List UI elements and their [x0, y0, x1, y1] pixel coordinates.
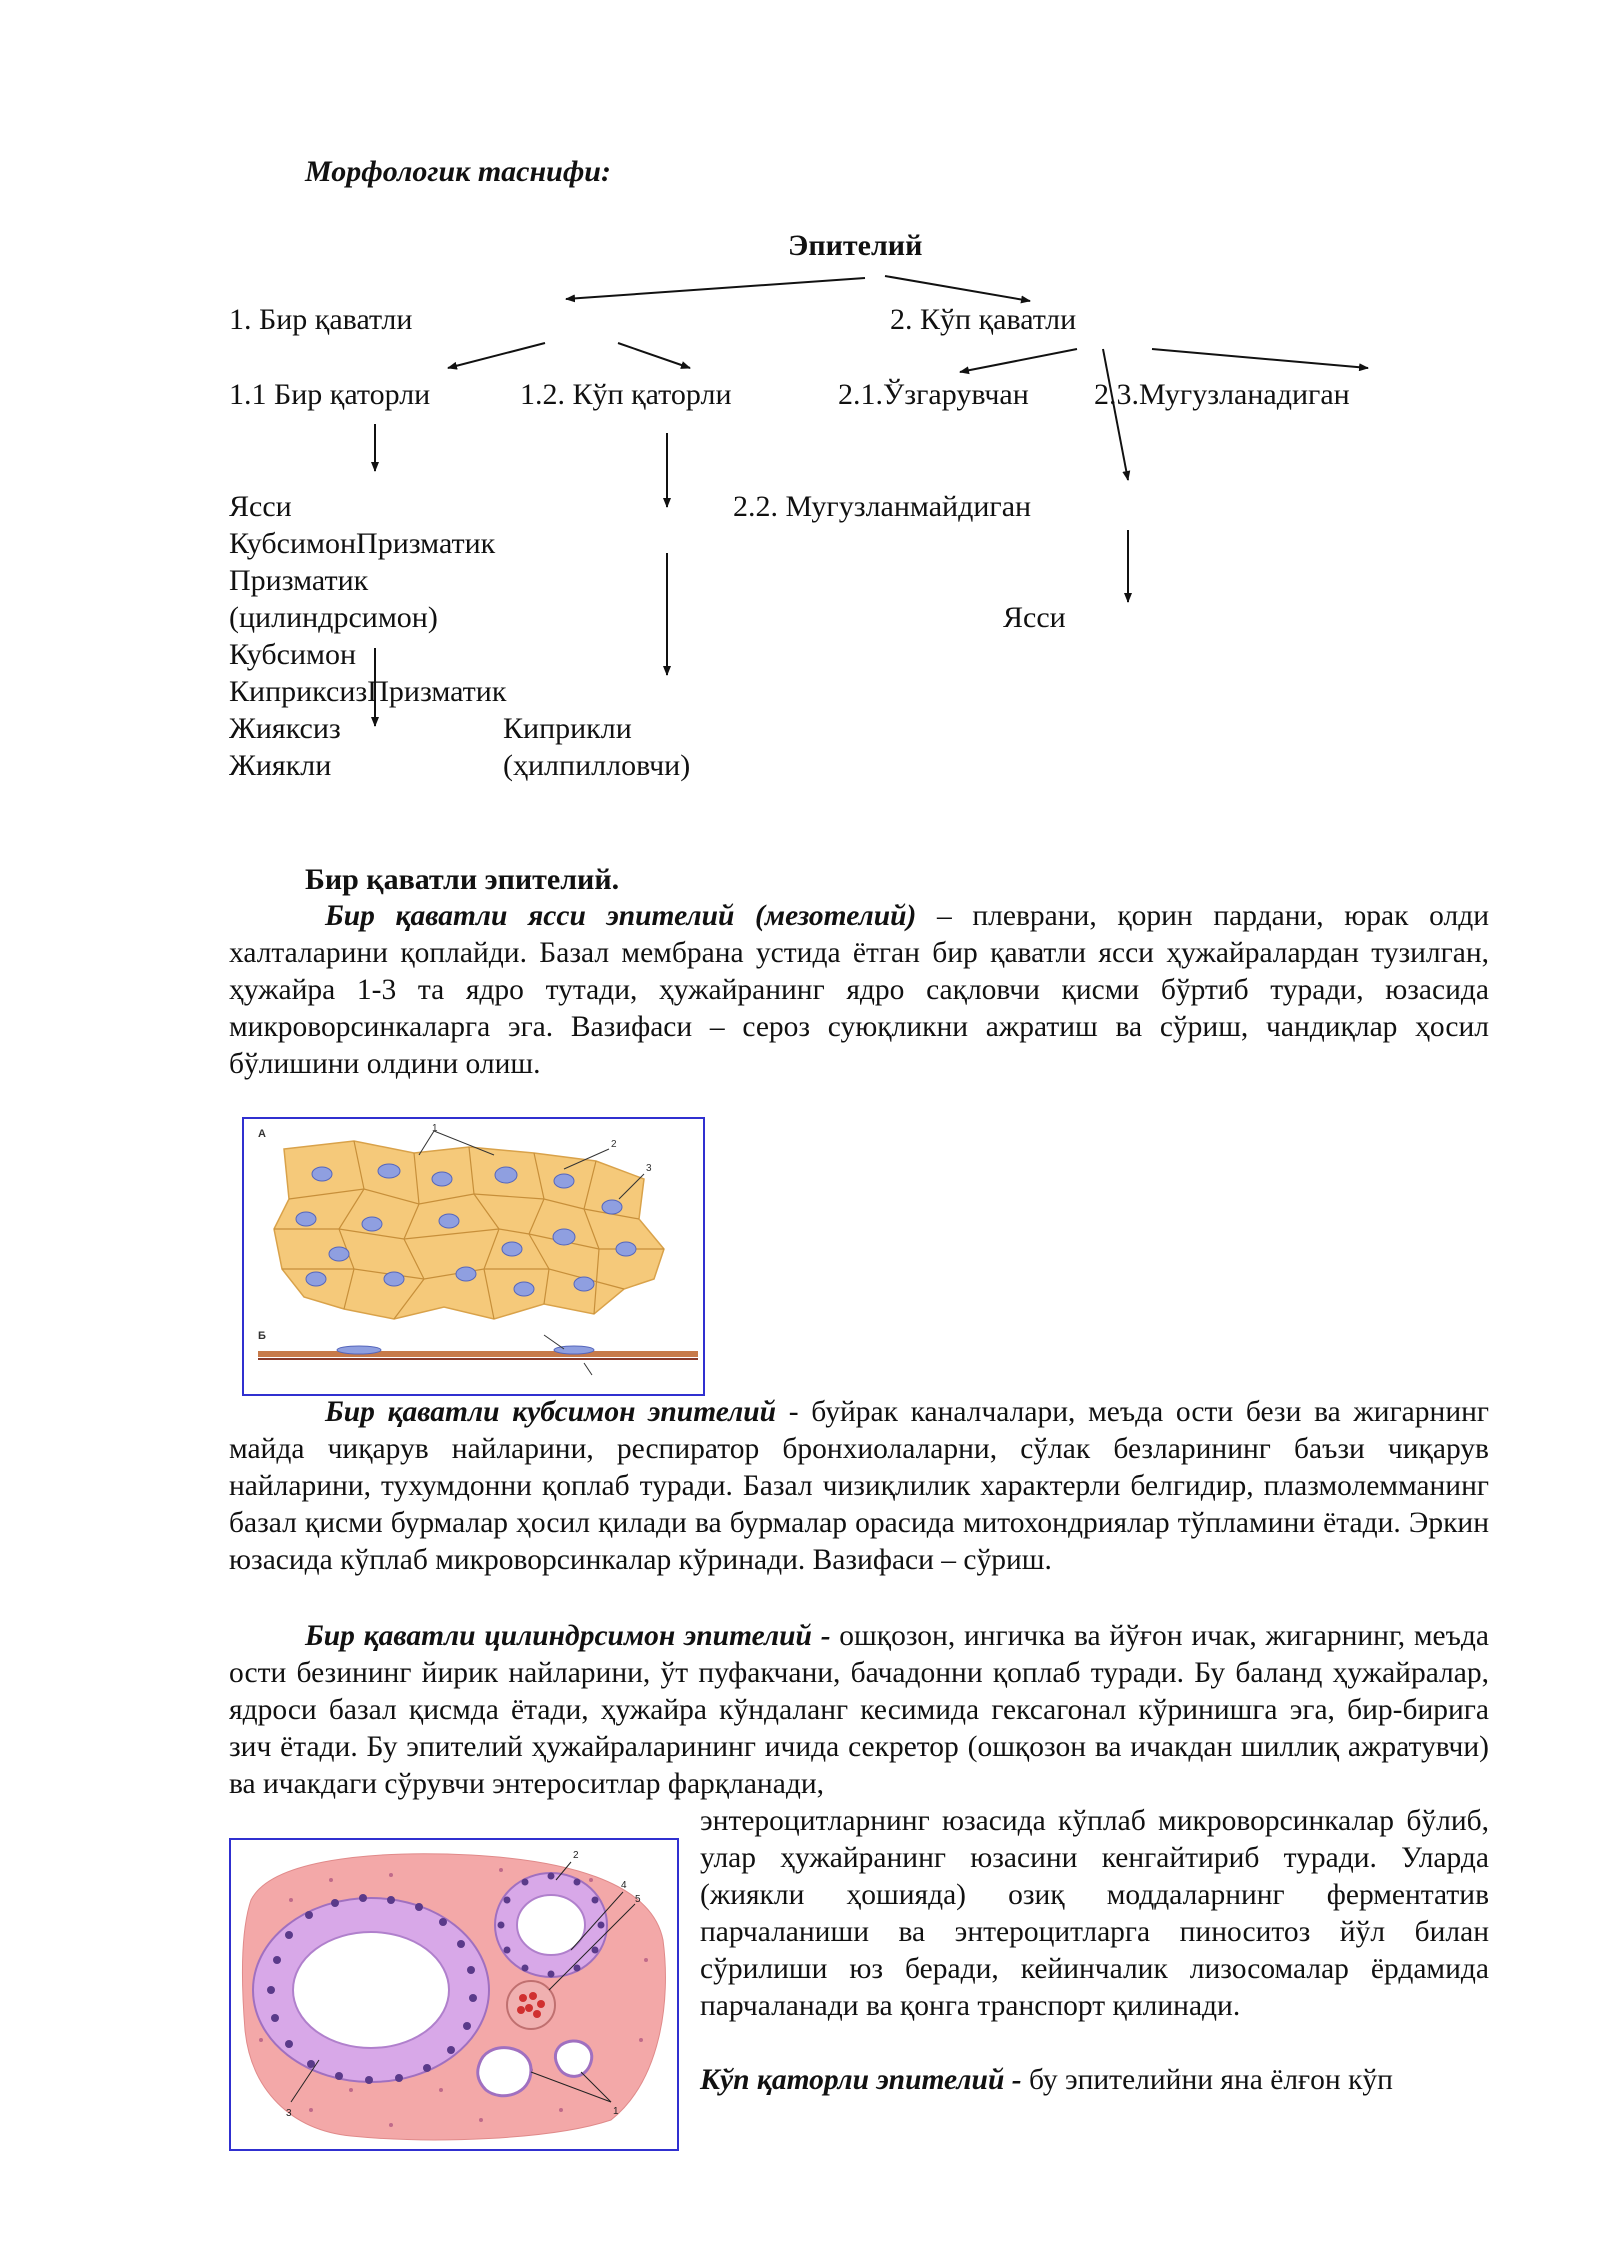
paragraph-columnar-continued	[700, 1803, 1489, 2025]
left-list-item: Жияксиз	[229, 712, 341, 745]
paragraph-text: ошқозон, ингичка ва йўғон ичак, жигарнинг, меъда ости безининг йирик найларини, ўт пуфакчани, бачадонни қоплаб туради. Бу баланд ҳужайралар, ядроси базал қисмда ётади, ҳужайра кўндаланг кесимида гексагонал кўринишга эга, бир-бирига зич ётади. Бу эпителий ҳужайраларининг ичида секретор (ошқозон ва ичакдан шиллиқ ажратувчи) ва ичакдаги сўрувчи энтероситлар фарқланади,	[229, 1620, 1489, 1800]
diagram-node-1: 1. Бир қаватли	[229, 303, 413, 336]
figure-squamous-epithelium	[242, 1117, 705, 1396]
mid-list-item: Киприкли	[503, 712, 632, 745]
arrow	[618, 343, 690, 368]
paragraph-text: бу эпителийни яна ёлғон кўп	[1021, 2064, 1393, 2096]
left-list-item: Призматик	[229, 564, 369, 597]
basal-membrane	[258, 1351, 698, 1357]
term: Кўп қаторли эпителий -	[700, 2064, 1022, 2096]
left-list-item: (цилиндрсимон)	[229, 601, 438, 634]
term: Бир қаватли цилиндрсимон эпителий -	[305, 1620, 831, 1652]
figure-columnar-epithelium	[229, 1838, 679, 2151]
left-list-item: КиприксизПризматик	[229, 675, 507, 708]
columnar-illustration	[231, 1840, 677, 2149]
figure-label-3: 3	[646, 1163, 652, 1174]
diagram-node-1-1: 1.1 Бир қаторли	[229, 378, 431, 411]
small-duct-lower	[478, 2048, 531, 2096]
arrow	[1103, 349, 1128, 480]
paragraph-text: - буйрак каналчалари, меъда ости бези ва жигарнинг майда чиқарув найларини, респиратор бронхиолаларни, сўлак безларининг баъзи чиқарув найларини, тухумдонни қоплаб туради. Базал чизиқлилик характерли белгидир, плазмолемманинг базал қисми бурмалар ҳосил қилади ва бурмалар орасида митохондриялар тўпламини ётади. Эркин юзасида кўплаб микроворсинкалар кўринади. Вазифаси – сўриш.	[229, 1396, 1489, 1576]
squamous-illustration	[244, 1119, 703, 1394]
arrow	[1152, 349, 1368, 368]
section-title: Бир қаватли эпителий.	[305, 863, 620, 896]
mid-list-item: (ҳилпилловчи)	[503, 749, 691, 782]
figure-label-2: 2	[573, 1850, 579, 1861]
diagram-node-2-2: 2.2. Мугузланмайдиган	[733, 490, 1032, 523]
diagram-node-1-2: 1.2. Кўп қаторли	[520, 378, 732, 411]
figure-label-1: 1	[432, 1123, 438, 1134]
paragraph-cuboidal	[229, 1394, 1489, 1579]
diagram-node-2: 2. Кўп қаватли	[890, 303, 1077, 336]
figure-label-5: 5	[635, 1894, 641, 1905]
diagram-root: Эпителий	[788, 229, 923, 262]
term: Бир қаватли ясси эпителий (мезотелий)	[325, 900, 917, 932]
left-list-item: Кубсимон	[229, 638, 357, 671]
paragraph-text: – плеврани, қорин пардани, юрак олди халталарини қоплайди. Базал мембрана устида ётган бир қаватли ясси ҳужайралардан тузилган, ҳужайра 1-3 та ядро тутади, ҳужайранинг ядро сақловчи қисми бўртиб туради, юзасида микроворсинкаларга эга. Вазифаси – сероз суюқликни ажратиш ва сўриш, чандиқлар ҳосил бўлишини олдини олиш.	[229, 900, 1489, 1080]
left-list-item: КубсимонПризматик	[229, 527, 496, 560]
diagram-node-2-1: 2.1.Ўзгарувчан	[838, 378, 1029, 411]
nucleus-bulge	[337, 1346, 381, 1354]
section-heading: Морфологик таснифи:	[305, 155, 611, 188]
figure-label-2: 2	[611, 1139, 617, 1150]
figure-label-a: А	[258, 1128, 266, 1140]
left-list-item: Жиякли	[229, 749, 332, 782]
arrow	[960, 349, 1077, 372]
figure-label-3: 3	[286, 2108, 292, 2119]
nucleus-bulge	[554, 1346, 594, 1354]
arrow	[566, 278, 865, 299]
figure-label-1: 1	[613, 2106, 619, 2117]
right-leaf: Ясси	[1003, 601, 1066, 634]
paragraph-columnar	[229, 1618, 1489, 1803]
arrow	[448, 343, 545, 368]
diagram-node-2-3: 2.3.Мугузланадиган	[1094, 378, 1350, 411]
cell-sheet	[274, 1141, 664, 1319]
figure-label-4: 4	[621, 1880, 627, 1891]
paragraph-squamous	[229, 898, 1489, 1083]
figure-label-b: Б	[258, 1330, 266, 1342]
arrow	[885, 276, 1030, 301]
term: Бир қаватли кубсимон эпителий	[325, 1396, 777, 1428]
paragraph-pseudostratified	[700, 2062, 1489, 2099]
left-list-item: Ясси	[229, 490, 292, 523]
paragraph-text: энтероцитларнинг юзасида кўплаб микроворсинкалар бўлиб, улар ҳужайранинг юзасини кенгайтириб туради. Уларда (жиякли ҳошияда) озиқ моддаларнинг ферментатив парчаланиши ва энтероцитларга пиноситоз йўл билан сўрилиши юз беради, кейинчалик лизосомалар ёрдамида парчаланади ва қонга транспорт қилинади.	[700, 1805, 1489, 2022]
